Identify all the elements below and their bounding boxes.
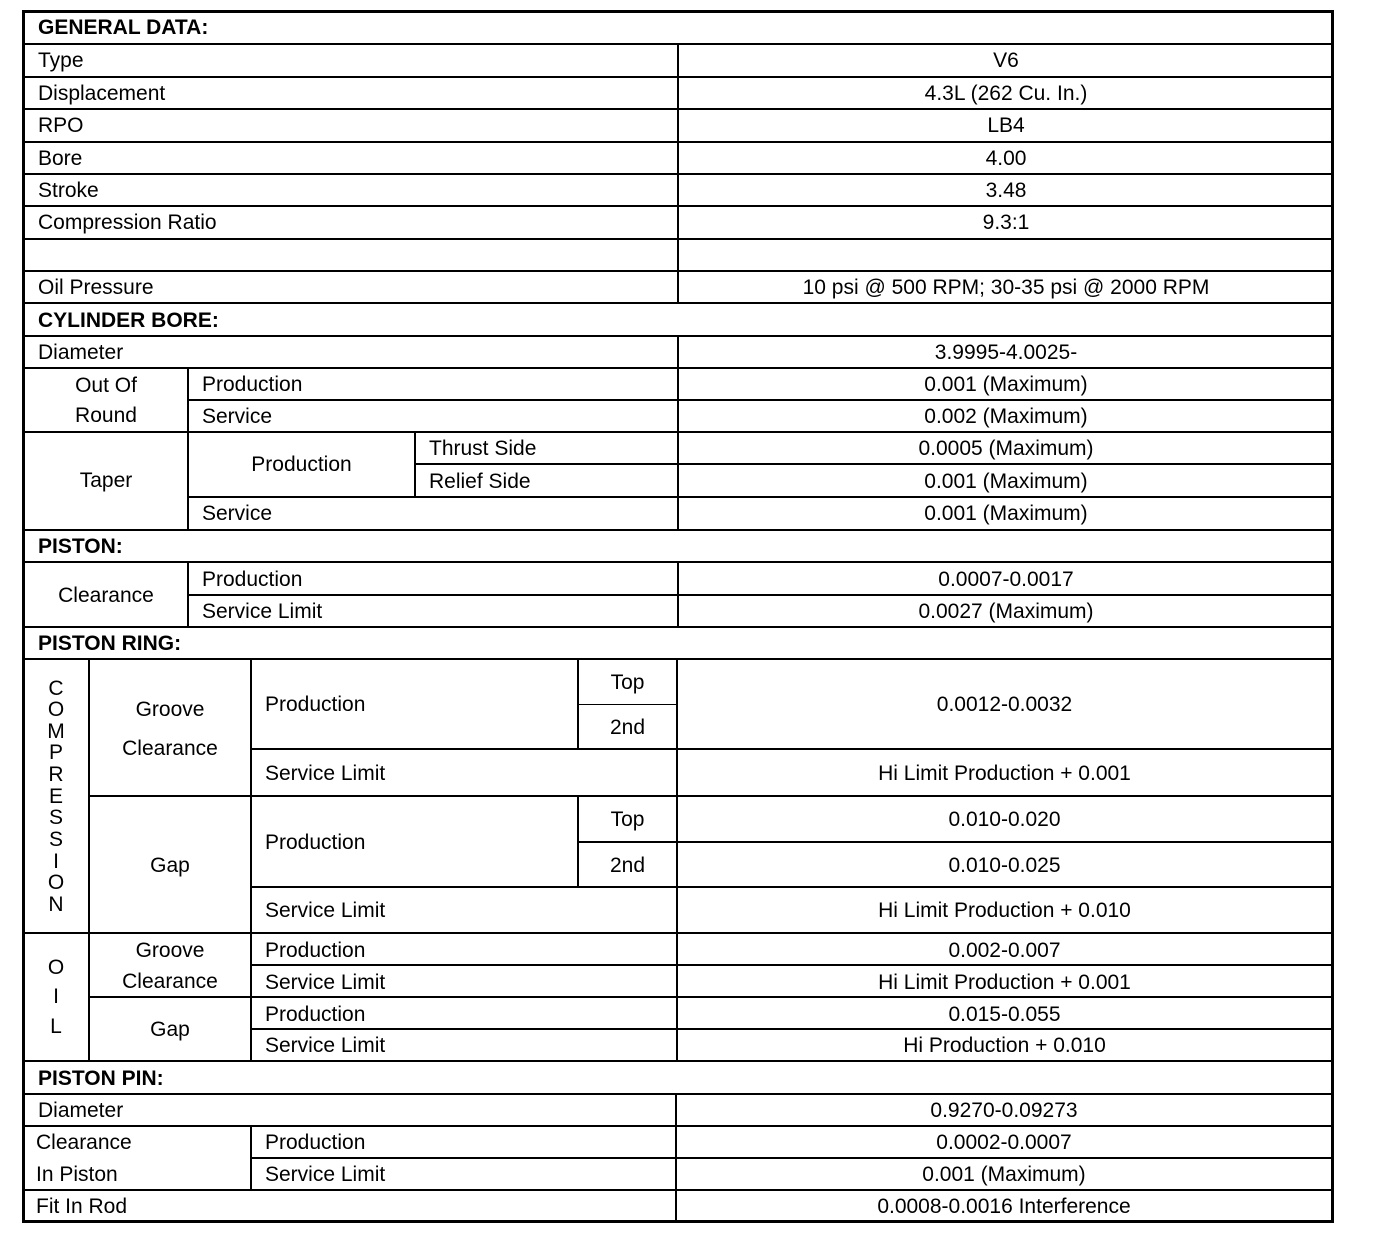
general-label-displacement: Displacement [38, 81, 166, 105]
taper-label: Taper [79, 469, 133, 492]
row-divider [22, 1093, 1334, 1095]
pin-diameter-value: 0.9270-0.09273 [930, 1098, 1078, 1122]
column-divider [187, 561, 189, 628]
oil-gap-service-label: Service Limit [265, 1034, 386, 1057]
compression-letter: E [48, 784, 63, 808]
taper-relief-side-label: Relief Side [429, 469, 531, 493]
row-divider [22, 1060, 1334, 1062]
general-label-rpo: RPO [38, 113, 84, 137]
taper-thrust-side-label: Thrust Side [429, 436, 537, 460]
comp-gap-top-label: Top [610, 808, 645, 831]
comp-groove-production-value: 0.0012-0.0032 [936, 693, 1073, 716]
column-divider [677, 561, 679, 628]
row-divider [251, 1157, 1334, 1159]
taper-production-label: Production [251, 452, 352, 476]
comp-gap-2nd-label: 2nd [609, 853, 646, 877]
column-divider [250, 658, 252, 1062]
row-divider [188, 496, 1334, 498]
compression-letter: N [48, 892, 64, 916]
comp-gap-service-label: Service Limit [265, 899, 386, 922]
row-divider [22, 932, 1334, 934]
pin-production-value: 0.0002-0.0007 [936, 1131, 1072, 1154]
general-label-oil-pressure: Oil Pressure [38, 275, 154, 299]
general-value-compression-ratio: 9.3:1 [982, 210, 1030, 234]
general-label-compression-ratio: Compression Ratio [38, 210, 217, 234]
compression-letter: S [48, 827, 63, 851]
taper-thrust-side-value: 0.0005 (Maximum) [918, 436, 1094, 460]
row-divider [251, 964, 1334, 966]
comp-groove-service-value: Hi Limit Production + 0.001 [878, 762, 1131, 785]
general-value-rpo: LB4 [987, 113, 1025, 137]
row-divider [188, 399, 1334, 401]
pin-production-label: Production [265, 1131, 366, 1154]
comp-groove-2nd-label: 2nd [609, 716, 646, 739]
general-value-oil-pressure: 10 psi @ 500 RPM; 30-35 psi @ 2000 RPM [802, 275, 1210, 299]
column-divider [676, 658, 678, 1062]
oil-letter: I [53, 985, 59, 1009]
bore-diameter-label: Diameter [38, 340, 124, 364]
oil-letter: O [47, 955, 65, 979]
pin-service-limit-label: Service Limit [265, 1163, 386, 1186]
compression-letter: C [48, 676, 64, 700]
section-heading-piston-ring: PISTON RING: [38, 631, 182, 655]
oor-production-value: 0.001 (Maximum) [924, 372, 1088, 396]
compression-letter: M [47, 719, 65, 743]
section-heading-piston-pin: PISTON PIN: [38, 1066, 164, 1090]
compression-letter: R [48, 763, 64, 787]
oor-service-value: 0.002 (Maximum) [924, 404, 1088, 428]
row-divider [415, 463, 1334, 465]
general-value-type: V6 [993, 49, 1019, 72]
oil-gap-production-value: 0.015-0.055 [948, 1002, 1061, 1026]
comp-gap-top-value: 0.010-0.020 [948, 808, 1061, 831]
taper-service-value: 0.001 (Maximum) [924, 501, 1088, 525]
piston-service-limit-value: 0.0027 (Maximum) [918, 599, 1094, 623]
oil-gap-production-label: Production [265, 1002, 366, 1026]
row-divider [251, 886, 1334, 888]
taper-service-label: Service [202, 501, 273, 525]
general-value-stroke: 3.48 [985, 178, 1027, 202]
comp-groove-top-label: Top [610, 671, 645, 694]
row-divider [251, 1028, 1334, 1030]
compression-letter: I [53, 849, 59, 873]
out-of-round-line-2: Round [75, 403, 137, 427]
oil-groove-production-label: Production [265, 938, 366, 962]
oil-letter: L [50, 1014, 62, 1038]
column-divider [250, 1125, 252, 1191]
oil-groove-service-label: Service Limit [265, 970, 386, 994]
piston-production-label: Production [202, 567, 303, 591]
out-of-round-line-1: Out Of [75, 373, 137, 397]
compression-letter: P [48, 741, 63, 765]
oil-groove-line-1: Groove [135, 938, 205, 962]
fit-in-rod-label: Fit In Rod [36, 1195, 128, 1218]
taper-relief-side-value: 0.001 (Maximum) [924, 469, 1088, 493]
compression-letter: O [47, 698, 65, 722]
clearance-in-piston-line-1: Clearance [36, 1130, 132, 1154]
bore-diameter-value: 3.9995-4.0025- [934, 340, 1078, 364]
column-divider [675, 1093, 677, 1223]
piston-service-limit-label: Service Limit [202, 599, 323, 623]
oil-groove-production-value: 0.002-0.007 [948, 938, 1061, 962]
comp-groove-service-label: Service Limit [265, 762, 386, 785]
general-label-stroke: Stroke [38, 178, 99, 202]
oil-gap-label: Gap [150, 1017, 190, 1041]
pin-diameter-label: Diameter [38, 1098, 124, 1122]
fit-in-rod-value: 0.0008-0.0016 Interference [877, 1195, 1131, 1218]
comp-gap-label: Gap [150, 853, 190, 877]
general-value-bore: 4.00 [985, 146, 1027, 170]
section-heading-general: GENERAL DATA: [38, 16, 209, 39]
general-label-type: Type [38, 49, 84, 72]
oil-groove-service-value: Hi Limit Production + 0.001 [878, 970, 1131, 994]
oil-gap-service-value: Hi Production + 0.010 [903, 1034, 1106, 1057]
compression-letter: O [47, 871, 65, 895]
comp-gap-production-label: Production [265, 830, 366, 854]
oor-service-label: Service [202, 404, 273, 428]
row-divider [22, 1189, 1334, 1191]
clearance-in-piston-line-2: In Piston [36, 1162, 118, 1186]
oil-groove-line-2: Clearance [122, 969, 218, 993]
column-divider [677, 335, 679, 531]
comp-groove-line-2: Clearance [122, 736, 218, 760]
comp-groove-production-label: Production [265, 693, 366, 716]
column-divider [677, 43, 679, 303]
oor-production-label: Production [202, 372, 303, 396]
compression-letter: S [48, 806, 63, 830]
column-divider [577, 658, 579, 749]
row-divider [89, 996, 1334, 998]
section-heading-cylinder-bore: CYLINDER BORE: [38, 308, 219, 332]
row-divider [22, 1125, 1334, 1127]
row-divider [578, 841, 1334, 843]
column-divider [88, 658, 90, 1062]
piston-clearance-label: Clearance [58, 583, 154, 607]
general-label-bore: Bore [38, 146, 83, 170]
column-divider [187, 367, 189, 531]
comp-gap-2nd-value: 0.010-0.025 [948, 853, 1061, 877]
column-divider [577, 795, 579, 888]
row-divider [188, 594, 1334, 596]
row-divider [251, 748, 1334, 750]
row-divider [89, 795, 1334, 797]
comp-gap-service-value: Hi Limit Production + 0.010 [878, 899, 1131, 922]
column-divider [414, 431, 416, 498]
piston-production-value: 0.0007-0.0017 [938, 567, 1074, 591]
pin-service-limit-value: 0.001 (Maximum) [922, 1163, 1086, 1186]
row-divider [22, 658, 1334, 660]
comp-groove-line-1: Groove [135, 697, 205, 721]
general-value-displacement: 4.3L (262 Cu. In.) [924, 81, 1088, 105]
row-divider [578, 704, 677, 705]
section-heading-piston: PISTON: [38, 534, 123, 558]
